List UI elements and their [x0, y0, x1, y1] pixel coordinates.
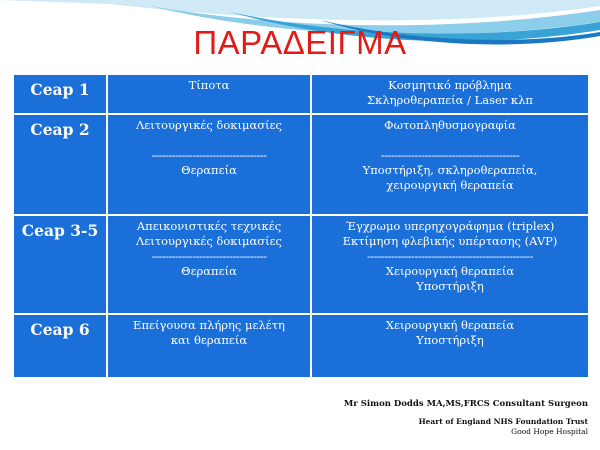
cell-line: Θεραπεία: [181, 263, 237, 278]
table-row: [13, 215, 589, 314]
ceap-table: [12, 73, 590, 379]
hospital-name: Good Hope Hospital: [511, 427, 588, 436]
right-cell: [311, 314, 589, 378]
table-row: [13, 114, 589, 215]
cell-line: Απεικονιστικές τεχνικές: [136, 218, 282, 233]
ceap-label: Ceap 3-5: [13, 215, 107, 314]
right-cell: [311, 74, 589, 114]
cell-line: Χειρουργική θεραπεία: [385, 317, 515, 332]
author-credit: Mr Simon Dodds MA,MS,FRCS Consultant Surgeon: [343, 399, 588, 409]
cell-line: χειρουργική θεραπεία: [386, 178, 514, 193]
cell-line: Φωτοπληθυσμογραφία: [384, 118, 516, 133]
ceap-label: Ceap 1: [13, 74, 107, 114]
trust-name: Heart of England NHS Foundation Trust: [418, 417, 588, 426]
cell-line: Θεραπεία: [181, 163, 237, 178]
dashed-separator: ----------------------------------: [151, 148, 267, 163]
dashed-separator: -------------------------------------------------: [367, 248, 533, 263]
cell-line: και θεραπεία: [170, 332, 248, 347]
cell-spacer: [112, 133, 306, 148]
dashed-separator: -----------------------------------------: [380, 148, 520, 163]
cell-line: Υποστήριξη, σκληροθεραπεία,: [362, 163, 538, 178]
cell-line: Έγχρωμο υπερηχογράφημα (triplex): [345, 218, 555, 233]
cell-line: Υποστήριξη: [416, 332, 484, 347]
cell-line: Επείγουσα πλήρης μελέτη: [133, 317, 285, 332]
cell-line: Εκτίμηση φλεβικής υπέρτασης (AVP): [342, 233, 558, 248]
right-cell: [311, 114, 589, 215]
dashed-separator: ----------------------------------: [151, 248, 267, 263]
ceap-label: Ceap 6: [13, 314, 107, 378]
cell-line: Λειτουργικές δοκιμασίες: [136, 118, 282, 133]
middle-cell: [107, 114, 311, 215]
ceap-label: Ceap 2: [13, 114, 107, 215]
slide-title: ΠΑΡΑΔΕΙΓΜΑ: [193, 24, 407, 61]
cell-line: Σκληροθεραπεία / Laser κλπ: [367, 93, 533, 107]
cell-line: Χειρουργική θεραπεία: [385, 263, 515, 278]
middle-cell: [107, 314, 311, 378]
middle-cell: [107, 74, 311, 114]
middle-cell: [107, 215, 311, 314]
cell-line: Υποστήριξη: [416, 278, 484, 293]
table-row: [13, 74, 589, 114]
cell-line: Κοσμητικό πρόβλημα: [388, 78, 512, 92]
cell-line: Τίποτα: [188, 78, 230, 92]
right-cell: [311, 215, 589, 314]
cell-line: Λειτουργικές δοκιμασίες: [136, 233, 282, 248]
table-row: [13, 314, 589, 378]
cell-spacer: [316, 133, 584, 148]
footer-credits: [344, 398, 588, 437]
